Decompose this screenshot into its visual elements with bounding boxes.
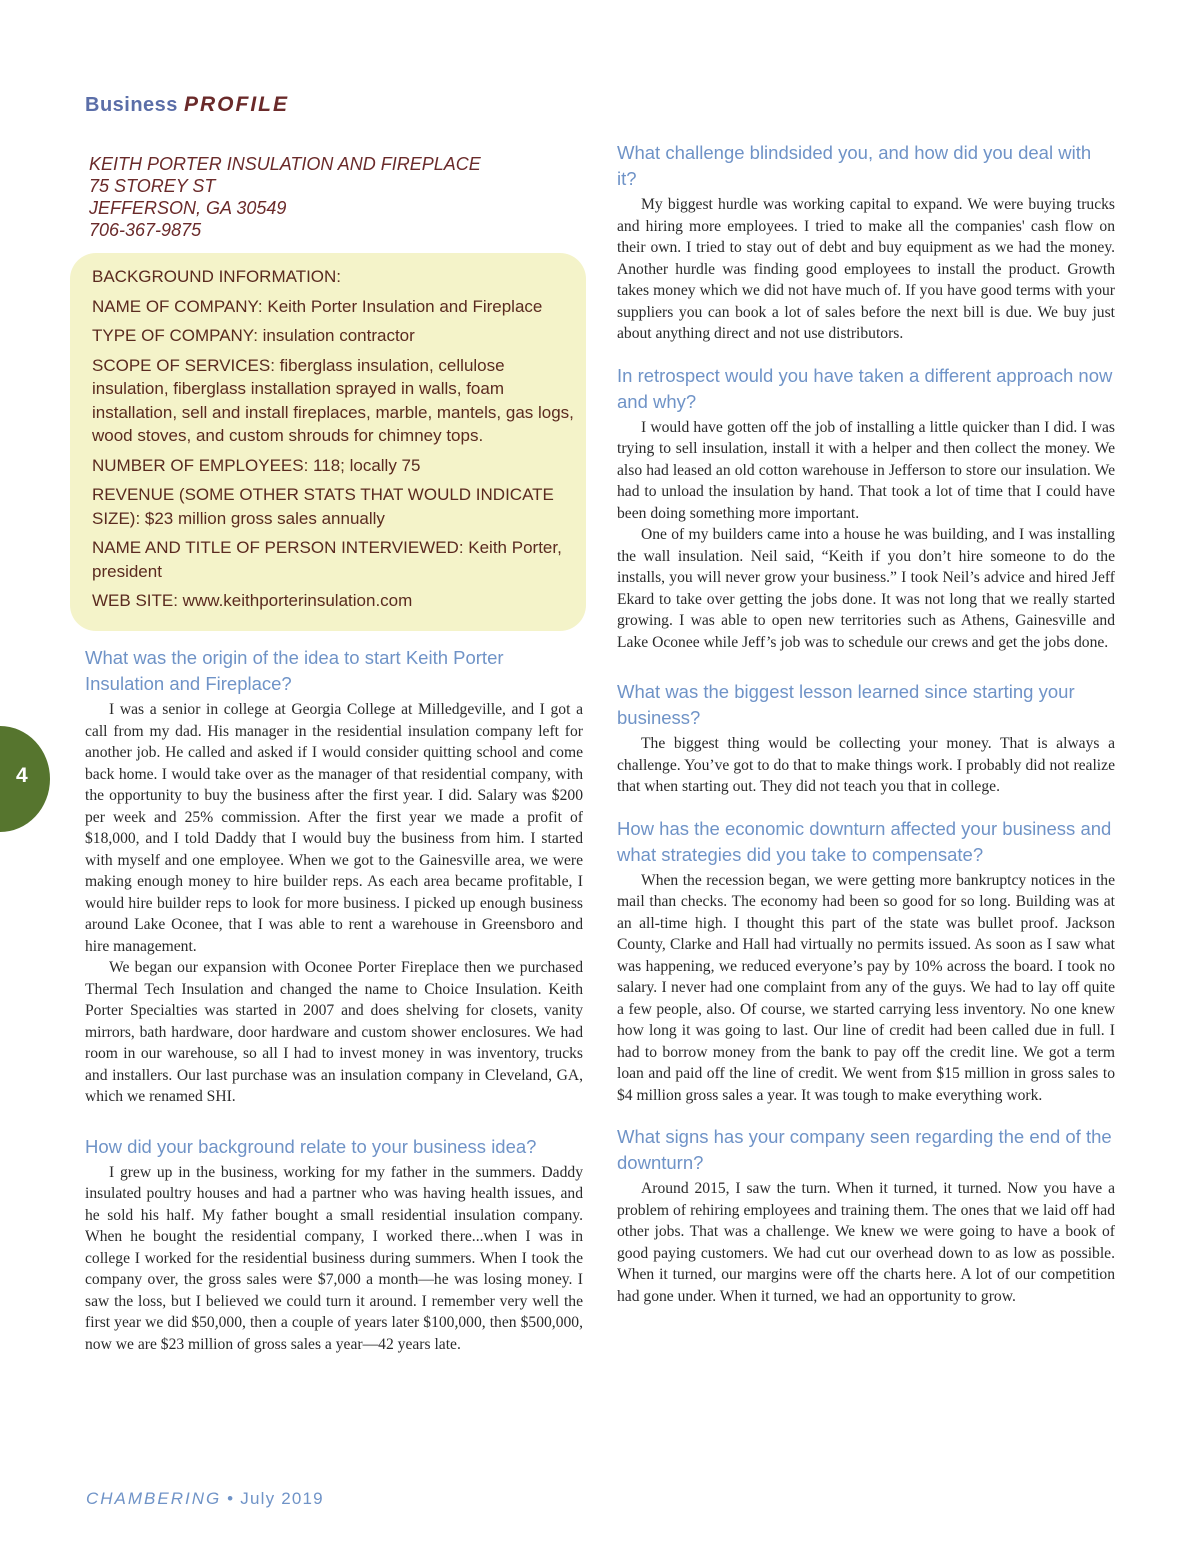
background-info-box: [70, 253, 586, 631]
question-downturn: How has the economic downturn affected your business and what strategies did you take to compensate?: [617, 817, 1112, 865]
answer-paragraph: The biggest thing would be collecting your money. That is always a challenge. You’ve got to do that to make things work. I probably did not realize that when starting out. They did not teach you that in college.: [617, 735, 1115, 795]
answer-paragraph: We began our expansion with Oconee Porter Fireplace then we purchased Thermal Tech Insulation and changed the name to Choice Insulation. Keith Porter Specialties was started in 2007 and does shelving for closets, vanity mirrors, bath hardware, door hardware and custom shower enclosures. We had room in our warehouse, so all I had to invest money in was inventory, trucks and installers. Our last purchase was an insulation company in Cleveland, GA, which we renamed SHI.: [85, 959, 583, 1105]
question-end-of-downturn: What signs has your company seen regarding the end of the downturn?: [617, 1126, 1112, 1173]
question-retrospect: In retrospect would you have taken a different approach now and why?: [617, 364, 1113, 412]
question-origin: What was the origin of the idea to start Keith Porter Insulation and Fireplace?: [85, 647, 504, 694]
footer-date: July 2019: [240, 1489, 324, 1508]
answer-paragraph: I was a senior in college at Georgia College at Milledgeville, and I got a call from my dad. His manager in the residential insulation company left for another job. He called and asked if I would consider quitting school and come back home. I would take over as the manager of that residential company, with the opportunity to buy the business after the first year. I did. Salary was $200 per week and 25% commission. After the first year we made a profit of $18,000, and I told Daddy that I would buy the business from him. I started with myself and one employee. When we got to the Gainesville area, we were making enough money to hire builder reps. As each area became profitable, I would hire builder reps to look for more business. I picked up enough business around Lake Oconee, that I was able to rent a warehouse in Greensboro and hire management.: [85, 701, 583, 955]
background-interviewed: NAME AND TITLE OF PERSON INTERVIEWED: Keith Porter, president: [92, 538, 562, 581]
address-street: 75 STOREY ST: [89, 176, 216, 196]
section-word-emphasis: PROFILE: [184, 93, 290, 116]
background-scope: SCOPE OF SERVICES: fiberglass insulation, cellulose insulation, fiberglass installation sprayed in walls, foam installation, sell and install fireplaces, marble, mantels, gas logs, wood stoves, and custom shrouds for chimney tops.: [92, 355, 574, 445]
background-employees: NUMBER OF EMPLOYEES: 118; locally 75: [92, 455, 421, 475]
right-column: [617, 140, 1115, 1307]
background-company-name: NAME OF COMPANY: Keith Porter Insulation and Fireplace: [92, 296, 543, 316]
background-heading: BACKGROUND INFORMATION:: [92, 267, 342, 286]
answer-paragraph: When the recession began, we were getting more bankruptcy notices in the mail than checks. The economy had been so good for so long. Building was at an all-time high. I thought this part of the state was bullet proof. Jackson County, Clarke and Hall had virtually no permits issued. As soon as I saw what was happening, we reduced everyone’s pay by 10% across the board. I took no salary. I never had one complaint from any of the guys. We had to lay off quite a few people, also. Of course, we started carrying less inventory. No one knew how long it was going to last. Our line of credit had been called due in full. I had to borrow money from the bank to pay off the credit line. We got a term loan and paid off the line of credit. We went from $15 million in gross sales to $4 million gross sales a year. It was tough to make everything work.: [617, 871, 1115, 1104]
answer-paragraph: One of my builders came into a house he was building, and I was installing the wall insulation. Neil said, “Keith if you don’t hire someone to do the installs, you will never grow your business.” I took Neil’s advice and hired Jeff Ekard to take over getting the jobs done. It was not long that we really started growing. I was able to open new territories such as Athens, Gainesville and Lake Oconee while Jeff’s job was to schedule our crews and get the jobs done.: [617, 526, 1115, 651]
footer: [86, 1489, 324, 1509]
section-word: Business: [85, 94, 178, 116]
answer-paragraph: Around 2015, I saw the turn. When it turned, it turned. Now you have a problem of rehiring employees and training them. The ones that we laid off had other jobs. That was a challenge. We knew we were going to have a book of good paying customers. We had cut our overhead down to as low as possible. When it turned, our margins were off the charts here. A lot of our competition had gone under. When it turned, we had an opportunity to grow.: [617, 1180, 1115, 1305]
address-phone: 706-367-9875: [89, 220, 202, 240]
footer-separator: •: [227, 1489, 235, 1508]
footer-magazine: CHAMBERING: [86, 1489, 222, 1508]
question-background: How did your background relate to your business idea?: [85, 1135, 537, 1157]
address-company: KEITH PORTER INSULATION AND FIREPLACE: [89, 154, 481, 174]
section-label: [85, 93, 289, 117]
answer-paragraph: I grew up in the business, working for my father in the summers. Daddy insulated poultry houses and had a partner who was having health issues, and he sold his half. My father bought a small residential insulation company. When he bought the residential company, I worked there...when I was in college I worked for the residential business during summers. When I took the company over, the gross sales were $7,000 a month—he was losing money. I saw the loss, but I believed we could turn it around. I remember very well the first year we did $50,000, then a couple of years later $100,000, then $500,000, now we are $23 million of gross sales a year—42 years late.: [85, 1163, 583, 1353]
background-website: WEB SITE: www.keithporterinsulation.com: [92, 591, 413, 610]
question-lesson: What was the biggest lesson learned since starting your business?: [617, 681, 1075, 728]
page-number-tab: [0, 726, 50, 832]
left-column: [85, 645, 583, 1355]
answer-paragraph: I would have gotten off the job of installing a little quicker than I did. I was trying to sell insulation, install it with a helper and then collect the money. We also had leased an old cotton warehouse in Jefferson to store our insulation. We had to unload the insulation by hand. That took a lot of time that I could have been doing something more important.: [617, 418, 1115, 522]
address-city: JEFFERSON, GA 30549: [89, 198, 287, 218]
question-challenge: What challenge blindsided you, and how did you deal with it?: [617, 142, 1092, 189]
page-number: 4: [16, 764, 28, 787]
company-address: [89, 153, 559, 241]
background-revenue: REVENUE (SOME OTHER STATS THAT WOULD INDICATE SIZE): $23 million gross sales annually: [92, 485, 554, 528]
answer-paragraph: My biggest hurdle was working capital to expand. We were buying trucks and hiring more employees. I tried to make all the companies' cash flow on their own. I tried to stay out of debt and buy equipment as we had the money. Another hurdle was finding good employees to install the product. Growth takes money which we did not have much of. If you have good terms with your suppliers you can book a lot of sales before the next bill is due. We buy just about anything direct and not use distributors.: [617, 196, 1115, 342]
background-company-type: TYPE OF COMPANY: insulation contractor: [92, 326, 415, 345]
